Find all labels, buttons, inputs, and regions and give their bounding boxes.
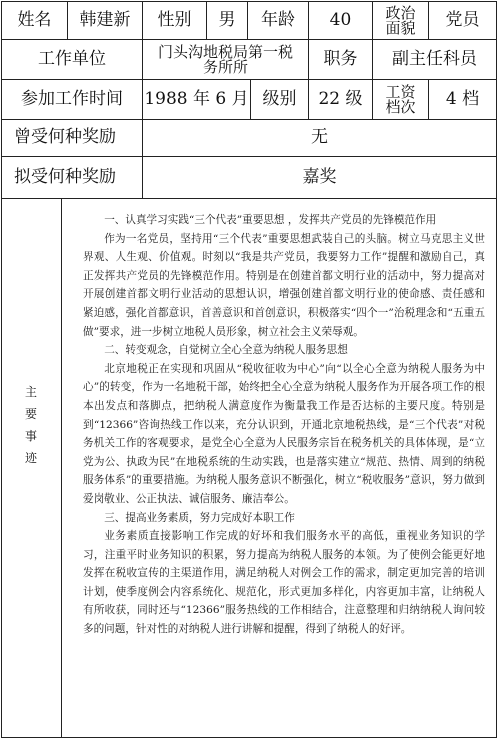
position-value: 副主任科员 bbox=[392, 48, 477, 69]
main-deeds-char: 迹 bbox=[24, 451, 37, 465]
main-deeds-char: 要 bbox=[24, 407, 37, 421]
salary-grade-label bbox=[373, 80, 428, 119]
work-unit-value-line2: 务所所 bbox=[202, 57, 248, 76]
proposed-award-value: 嘉奖 bbox=[302, 166, 337, 187]
start-work-label: 参加工作时间 bbox=[21, 88, 123, 109]
paragraph: 业务素质直接影响工作完成的好坏和我们服务水平的高低，重视业务知识的学习，注重平时业务知识的积累，努力提高为纳税人服务的本领。为了使例会能更好地发挥在税收宣传的主渠道作用，满足纳税人对例会工作的需求，制定更加完善的培训计划，使季度例会内容系统化、规范化，形式更加多样化，内容更加丰富，让纳税人有所收获，同时还与“12366”服务热线的工作相结合，注意整理和归纳纳税人询问较多的问题，针对性的对纳税人进行讲解和提醒，得到了纳税人的好评。 bbox=[83, 530, 485, 636]
past-awards-value: 无 bbox=[311, 127, 328, 148]
past-awards-label: 曾受何种奖励 bbox=[14, 127, 116, 148]
political-status-label-line1: 政治 bbox=[385, 4, 416, 23]
name-value: 韩建新 bbox=[79, 9, 131, 30]
grid-line bbox=[1, 737, 497, 738]
grid-line bbox=[61, 198, 62, 738]
main-deeds-char: 主 bbox=[24, 385, 37, 399]
grid-line bbox=[496, 1, 497, 738]
paragraph: 北京地税正在实现和巩固从“税收征收为中心”向“以全心全意为纳税人服务为中心”的转变，作为一名地税干部，始终把全心全意为纳税人服务作为开展各项工作的根本出发点和落脚点，把纳税人满意度作为衡量我工作是否达标的主要尺度。特别是到“12366”咨询热线工作以来，充分认识到，开通北京地税热线，是“三个代表”对税务机关工作的客观要求，是党全心全意为人民服务宗旨在税务机关的具体体现，是“立党为公、执政为民”在地税系统的生动实践，也是落实建立“规范、热情、周到的纳税服务体系”的重要措施。为纳税人服务意识不断强化，树立“税收服务”意识，努力做到爱岗敬业、公正执法、诚信服务、廉洁奉公。 bbox=[83, 362, 485, 505]
salary-grade-label-line2: 档次 bbox=[385, 97, 416, 116]
section-heading: 一、认真学习实践“三个代表”重要思想 ，发挥共产党员的先锋模范作用 bbox=[104, 214, 437, 226]
salary-grade-value: 4 档 bbox=[445, 88, 480, 109]
level-label: 级别 bbox=[262, 88, 297, 109]
political-status-label-line2: 面貌 bbox=[385, 18, 416, 37]
work-unit-label: 工作单位 bbox=[38, 48, 106, 69]
name-label: 姓名 bbox=[17, 9, 52, 30]
main-deeds-text bbox=[83, 211, 485, 639]
main-deeds-char: 事 bbox=[24, 429, 37, 443]
proposed-award-label: 拟受何种奖励 bbox=[14, 166, 116, 187]
award-form-table bbox=[1, 1, 497, 738]
grid-line bbox=[1, 198, 497, 199]
section-heading: 二、转变观念，自觉树立全心全意为纳税人服务思想 bbox=[104, 344, 348, 357]
paragraph: 作为一名党员，坚持用“三个代表”重要思想武装自己的头脑。树立马克思主义世界观、人生观、价值观。时刻以“我是共产党员，我要努力工作”提醒和激励自己，真正发挥共产党员的先锋模范作用。特别是在创建首都文明行业的活动中，努力提高对开展创建首都文明行业活动的思想认识，增强创建首都文明行业的使命感、责任感和紧迫感，强化首都意识，首善意识和首创意识，积极落实“四个一”治税理念和“五重五做”要求，进一步树立地税人员形象，树立社会主义荣辱观。 bbox=[83, 232, 485, 338]
political-status-label bbox=[373, 2, 428, 39]
age-value: 40 bbox=[329, 9, 352, 30]
age-label: 年龄 bbox=[261, 9, 295, 30]
level-value: 22 级 bbox=[318, 88, 363, 109]
position-label: 职务 bbox=[323, 48, 358, 69]
main-deeds-label bbox=[11, 381, 51, 469]
work-unit-value bbox=[143, 40, 308, 79]
salary-grade-label-line1: 工资 bbox=[385, 83, 416, 102]
gender-label: 性别 bbox=[157, 9, 192, 30]
work-unit-value-line1: 门头沟地税局第一税 bbox=[157, 43, 293, 62]
political-status-value: 党员 bbox=[445, 9, 480, 30]
section-heading: 三、提高业务素质，努力完成好本职工作 bbox=[104, 511, 295, 524]
gender-value: 男 bbox=[218, 9, 236, 30]
start-work-value: 1988 年 6 月 bbox=[144, 88, 249, 109]
